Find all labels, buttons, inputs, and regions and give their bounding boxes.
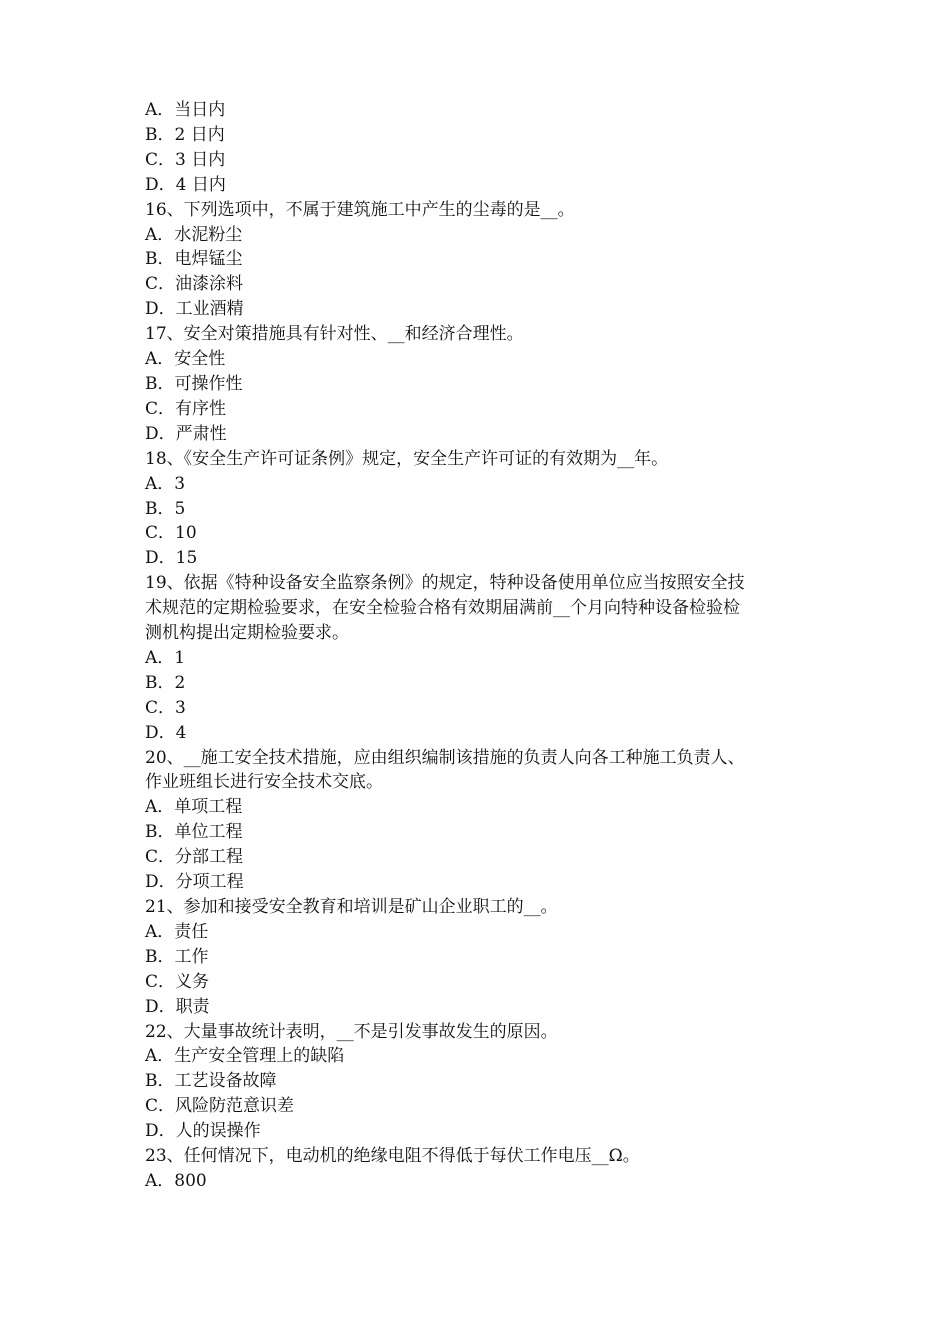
text-line: A．安全性	[145, 349, 226, 370]
text-line: A．生产安全管理上的缺陷	[145, 1046, 345, 1067]
text-line: A．单项工程	[145, 797, 243, 818]
text-line: B．5	[145, 498, 186, 519]
question-line: 18、《安全生产许可证条例》规定，安全生产许可证的有效期为__年。	[145, 448, 669, 469]
question-line: 17、安全对策措施具有针对性、__和经济合理性。	[145, 324, 524, 345]
text-line: C．3 日内	[145, 149, 226, 170]
text-line: A．1	[145, 647, 186, 668]
text-line: B．2 日内	[145, 124, 225, 145]
text-line: C．有序性	[145, 398, 227, 419]
text-line: D．15	[145, 548, 198, 569]
text-line: A．责任	[145, 921, 209, 942]
question-line: 19、依据《特种设备安全监察条例》的规定，特种设备使用单位应当按照安全技	[145, 573, 745, 594]
text-line: D．严肃性	[145, 423, 227, 444]
text-line: C．义务	[145, 971, 210, 992]
text-line: C．油漆涂料	[145, 274, 244, 295]
text-line: D．4 日内	[145, 174, 226, 195]
text-line: D．4	[145, 722, 187, 743]
text-line: A．3	[145, 473, 186, 494]
text-line: A．800	[145, 1170, 207, 1191]
text-line: B．可操作性	[145, 373, 243, 394]
text-line: B．单位工程	[145, 822, 243, 843]
question-line: 22、大量事故统计表明，__不是引发事故发生的原因。	[145, 1021, 558, 1042]
question-line: 测机构提出定期检验要求。	[145, 623, 349, 644]
text-line: B．工作	[145, 946, 209, 967]
text-line: C．3	[145, 697, 186, 718]
text-line: D．工业酒精	[145, 299, 244, 320]
question-line: 术规范的定期检验要求，在安全检验合格有效期届满前__个月向特种设备检验检	[145, 598, 740, 619]
text-line: C．10	[145, 523, 197, 544]
question-line: 20、__施工安全技术措施，应由组织编制该措施的负责人向各工种施工负责人、	[145, 747, 745, 768]
text-line: B．电焊锰尘	[145, 249, 243, 270]
text-line: D．人的误操作	[145, 1121, 261, 1142]
text-line: D．职责	[145, 996, 210, 1017]
question-line: 作业班组长进行安全技术交底。	[145, 772, 383, 793]
text-line: C．风险防范意识差	[145, 1096, 295, 1117]
text-line: D．分项工程	[145, 872, 244, 893]
page-body	[145, 98, 825, 1194]
question-line: 23、任何情况下，电动机的绝缘电阻不得低于每伏工作电压__Ω。	[145, 1146, 640, 1167]
text-line: B．2	[145, 672, 186, 693]
text-line: A．水泥粉尘	[145, 224, 243, 245]
question-line: 16、下列选项中，不属于建筑施工中产生的尘毒的是__。	[145, 199, 575, 220]
question-line: 21、参加和接受安全教育和培训是矿山企业职工的__。	[145, 897, 558, 917]
text-line: B．工艺设备故障	[145, 1071, 277, 1092]
text-line: C．分部工程	[145, 847, 244, 868]
text-line: A．当日内	[145, 100, 226, 120]
